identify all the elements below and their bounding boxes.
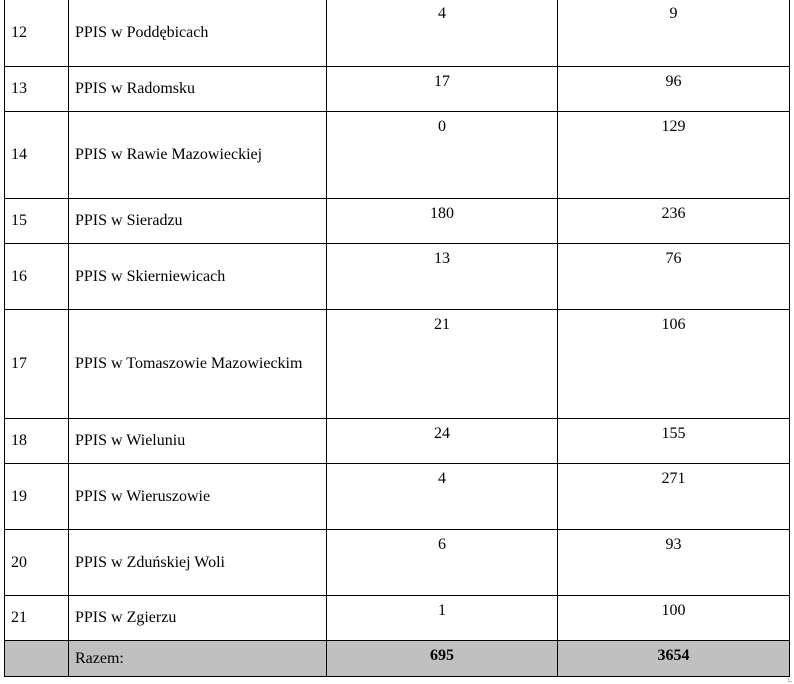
row-value-a: 21 [327, 310, 558, 419]
row-name: PPIS w Poddębicach [69, 0, 327, 67]
row-name: PPIS w Wieruszowie [69, 464, 327, 530]
table-row [5, 0, 790, 67]
row-value-a: 180 [327, 199, 558, 244]
table-row [5, 596, 790, 641]
row-number: 20 [5, 530, 69, 596]
row-value-a: 4 [327, 464, 558, 530]
row-value-a: 0 [327, 112, 558, 199]
total-value-b: 3654 [558, 641, 790, 677]
row-name: PPIS w Zgierzu [69, 596, 327, 641]
row-value-b: 155 [558, 419, 790, 464]
row-number: 19 [5, 464, 69, 530]
corner-mark [788, 678, 792, 682]
row-value-a: 17 [327, 67, 558, 112]
row-number: 16 [5, 244, 69, 310]
row-name: PPIS w Tomaszowie Mazowieckim [69, 310, 327, 419]
row-value-a: 1 [327, 596, 558, 641]
total-empty-cell [5, 641, 69, 677]
row-value-a: 13 [327, 244, 558, 310]
row-value-b: 100 [558, 596, 790, 641]
table-row [5, 244, 790, 310]
row-number: 13 [5, 67, 69, 112]
row-name: PPIS w Rawie Mazowieckiej [69, 112, 327, 199]
row-value-b: 93 [558, 530, 790, 596]
table-row [5, 112, 790, 199]
row-name: PPIS w Radomsku [69, 67, 327, 112]
row-value-b: 236 [558, 199, 790, 244]
row-value-a: 6 [327, 530, 558, 596]
table-row [5, 310, 790, 419]
row-value-b: 106 [558, 310, 790, 419]
table-row [5, 67, 790, 112]
row-value-b: 271 [558, 464, 790, 530]
row-number: 18 [5, 419, 69, 464]
row-number: 15 [5, 199, 69, 244]
table-row [5, 419, 790, 464]
row-name: PPIS w Zduńskiej Woli [69, 530, 327, 596]
row-number: 21 [5, 596, 69, 641]
table-row [5, 530, 790, 596]
table-row [5, 199, 790, 244]
row-name: PPIS w Wieluniu [69, 419, 327, 464]
row-name: PPIS w Skierniewicach [69, 244, 327, 310]
row-value-b: 129 [558, 112, 790, 199]
row-value-b: 96 [558, 67, 790, 112]
row-value-a: 4 [327, 0, 558, 67]
total-label: Razem: [69, 641, 327, 677]
total-row [5, 641, 790, 677]
table-row [5, 464, 790, 530]
data-table [4, 0, 790, 677]
row-number: 12 [5, 0, 69, 67]
row-value-b: 76 [558, 244, 790, 310]
row-number: 17 [5, 310, 69, 419]
row-value-a: 24 [327, 419, 558, 464]
row-number: 14 [5, 112, 69, 199]
row-value-b: 9 [558, 0, 790, 67]
row-name: PPIS w Sieradzu [69, 199, 327, 244]
total-value-a: 695 [327, 641, 558, 677]
